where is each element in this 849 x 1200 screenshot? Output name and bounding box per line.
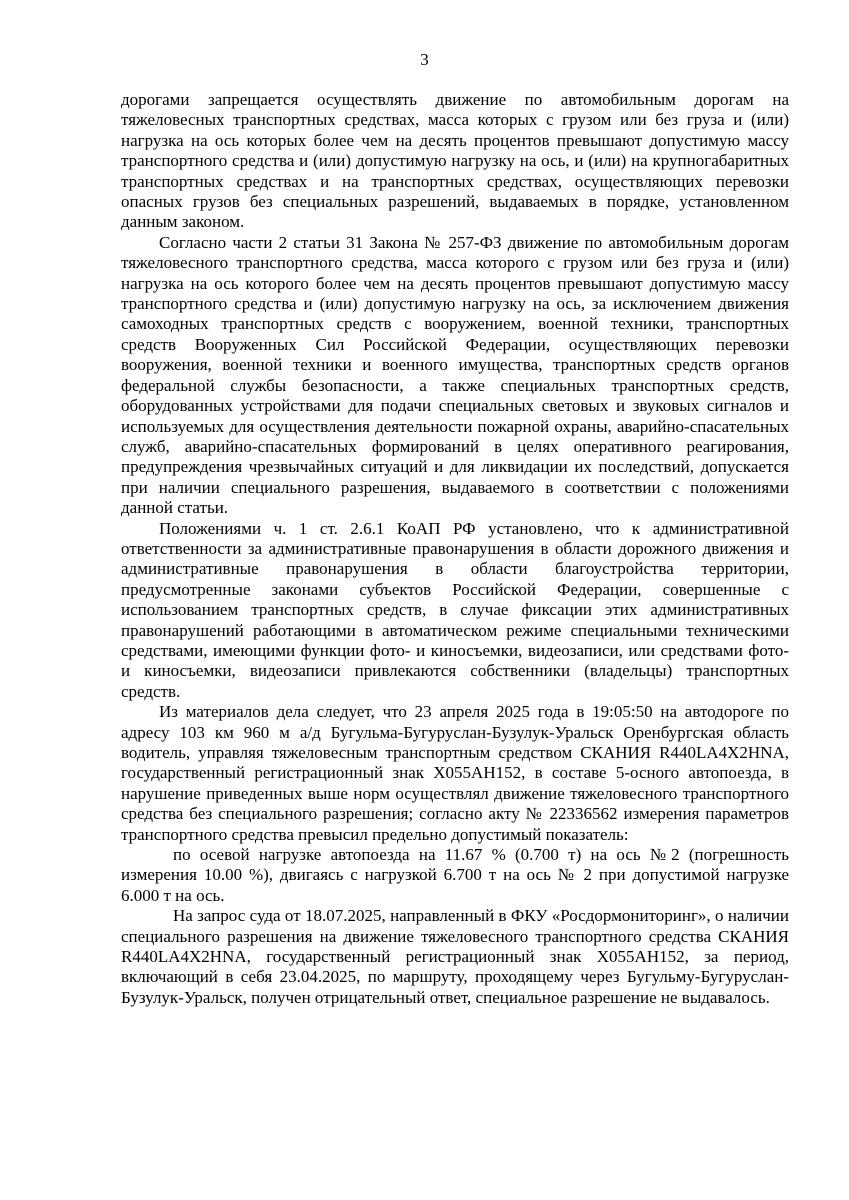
document-body <box>121 90 789 1008</box>
paragraph-court-request: На запрос суда от 18.07.2025, направленный в ФКУ «Росдормониторинг», о наличии специального разрешения на движение тяжеловесного транспортного средства СКАНИЯ R440LA4X2HNA, государственный регистрационный знак Х055АН152, за период, включающий в себя 23.04.2025, по маршруту, проходящему через Бугульму-Бугуруслан-Бузулук-Уральск, получен отрицательный ответ, специальное разрешение не выдавалось. <box>121 906 789 1007</box>
paragraph-axle-load-violation: по осевой нагрузке автопоезда на 11.67 % (0.700 т) на ось №2 (погрешность измерения 10.00 %), двигаясь с нагрузкой 6.700 т на ось № 2 при допустимой нагрузке 6.000 т на ось. <box>121 845 789 905</box>
page-number: 3 <box>420 50 429 69</box>
paragraph-case-materials: Из материалов дела следует, что 23 апреля 2025 года в 19:05:50 на автодороге по адресу 103 км 960 м а/д Бугульма-Бугуруслан-Бузулук-Уральск Оренбургская область водитель, управляя тяжеловесным транспортным средством СКАНИЯ R440LA4X2HNA, государственный регистрационный знак Х055АН152, в составе 5-осного автопоезда, в нарушение приведенных выше норм осуществлял движение тяжеловесного транспортного средства без специального разрешения; согласно акту № 22336562 измерения параметров транспортного средства превысил предельно допустимый показатель: <box>121 702 789 844</box>
paragraph-koap-2-6-1: Положениями ч. 1 ст. 2.6.1 КоАП РФ установлено, что к административной ответственности за административные правонарушения в области дорожного движения и административные правонарушения в области благоустройства территории, предусмотренные законами субъектов Российской Федерации, совершенные с использованием транспортных средств, в случае фиксации этих административных правонарушений работающими в автоматическом режиме специальными техническими средствами, имеющими функции фото- и киносъемки, видеозаписи, или средствами фото- и киносъемки, видеозаписи привлекаются собственники (владельцы) транспортных средств. <box>121 518 789 701</box>
paragraph-law-257-article-31: Согласно части 2 статьи 31 Закона № 257-ФЗ движение по автомобильным дорогам тяжеловесного транспортного средства, масса которого с грузом или без груза и (или) нагрузка на ось которого более чем на десять процентов превышают допустимую массу транспортного средства и (или) допустимую нагрузку на ось, за исключением движения самоходных транспортных средств с вооружением, военной техники, транспортных средств Вооруженных Сил Российской Федерации, осуществляющих перевозки вооружения, военной техники и военного имущества, транспортных средств органов федеральной службы безопасности, а также специальных транспортных средств, оборудованных устройствами для подачи специальных световых и звуковых сигналов и используемых для осуществления деятельности пожарной охраны, аварийно-спасательных служб, аварийно-спасательных формирований в целях оперативного реагирования, предупреждения чрезвычайных ситуаций и для ликвидации их последствий, допускается при наличии специального разрешения, выдаваемого в соответствии с положениями данной статьи. <box>121 232 789 518</box>
paragraph-prohibition-continuation: дорогами запрещается осуществлять движение по автомобильным дорогам на тяжеловесных транспортных средствах, масса которых с грузом или без груза и (или) нагрузка на ось которых более чем на десять процентов превышают допустимую массу транспортного средства и (или) допустимую нагрузку на ось, и (или) на крупногабаритных транспортных средствах и на транспортных средствах, осуществляющих перевозки опасных грузов без специальных разрешений, выдаваемых в порядке, установленном данным законом. <box>121 90 789 232</box>
